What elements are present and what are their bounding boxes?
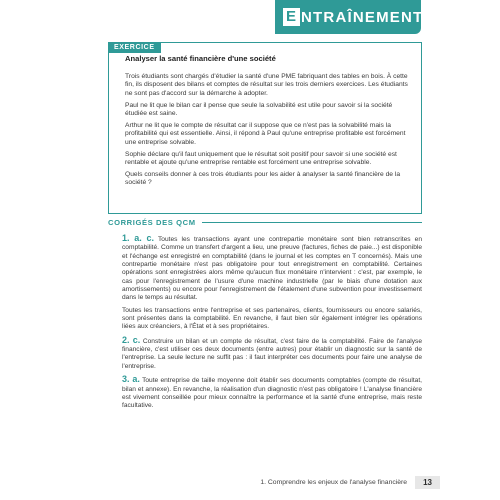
exercise-paragraph: Paul ne lit que le bilan car il pense que seule la solvabilité est utile pour savoir si la société étudiée est saine. xyxy=(125,101,393,118)
qcm-answer-text: Toutes les transactions ayant une contrepartie monétaire sont bien retranscrites en comptabilité. Comme un transfert d'argent a lieu, une preuve (factures, fiches de paie...) est disponible et l'échange est enregistré en comptabilité (dans le journal et les comptes en T concernés). Mais une contrepartie monétaire n'est pas obligatoire pour tout enregistrement en comptabilité. Certaines opérations sont enregistrées alors même qu'aucun flux monétaire n'intervient : c'est, par exemple, le cas pour l'enregistrement de l'usure d'une machine industrielle (par le biais d'une dotation aux amortissements) ou encore pour l'enregistrement de l'étalement d'une subvention pour investissement dans le temps au résultat. xyxy=(122,236,422,302)
qcm-answer-text: Toutes les transactions entre l'entreprise et ses partenaires, clients, fournisseurs ou encore salariés, sont présentes dans la comptabilité. En revanche, il faut bien sûr également intégrer les opérations liées aux créanciers, à l'État et à ses propriétaires. xyxy=(122,306,422,331)
qcm-answer-text: Construire un bilan et un compte de résultat, c'est faire de la comptabilité. Faire de l'analyse financière, c'est utiliser ces deux documents (entre autres) pour établir un diagnostic sur la santé de l'entreprise. La seule lecture ne suffit pas : il faut interpréter ces documents pour faire une analyse de l'entreprise. xyxy=(122,337,422,370)
exercise-title: Analyser la santé financière d'une société xyxy=(125,54,276,63)
qcm-answer xyxy=(122,375,422,410)
qcm-answers xyxy=(122,234,422,415)
qcm-heading-label: CORRIGÉS DES QCM xyxy=(108,218,202,227)
qcm-answer-number: 2. c. xyxy=(122,334,141,345)
section-header-tab xyxy=(275,0,424,34)
qcm-answer xyxy=(122,307,422,332)
exercise-paragraph: Sophie déclare qu'il faut uniquement que le résultat soit positif pour savoir si une société est rentable et ajoute qu'une entreprise rentable est forcément une entreprise solvable. xyxy=(125,150,397,167)
header-first-letter: E xyxy=(283,8,300,26)
exercise-paragraph: Arthur ne lit que le compte de résultat car il suppose que ce n'est pas la solvabilité mais la profitabilité qui est essentielle. Ainsi, il répond à Paul qu'une entreprise profitable est forcément une entreprise solvable. xyxy=(125,122,406,146)
qcm-answer-number: 3. a. xyxy=(122,374,140,385)
exercise-label: EXERCICE xyxy=(108,42,161,53)
header-title-rest: NTRAÎNEMENT xyxy=(301,8,424,26)
exercise-box xyxy=(108,42,422,214)
exercise-paragraph: Trois étudiants sont chargés d'étudier la santé d'une PME fabriquant des tables en bois. À cette fin, ils disposent des bilans et comptes de résultat sur les trois derniers exercices. Les étudiants ne sont pas d'accord sur la démarche à adopter. xyxy=(125,73,408,97)
qcm-answer xyxy=(122,336,422,371)
qcm-answer-number: 1. a. c. xyxy=(122,233,155,243)
qcm-answer xyxy=(122,234,422,303)
exercise-paragraph: Quels conseils donner à ces trois étudiants pour les aider à analyser la santé financière de la société ? xyxy=(125,171,401,187)
qcm-answer-text: Toute entreprise de taille moyenne doit établir ses documents comptables (compte de résultat, bilan et annexe). En revanche, la réalisation d'un diagnostic n'est pas obligatoire ! L'analyse financière est vivement conseillée pour mieux connaître la performance et la santé d'une entreprise, mais reste facultative. xyxy=(122,377,422,410)
exercise-content xyxy=(125,55,411,192)
page-number: 13 xyxy=(415,476,440,489)
footer-chapter-title: 1. Comprendre les enjeux de l'analyse financière xyxy=(260,479,408,486)
qcm-heading xyxy=(108,218,422,228)
page-footer xyxy=(120,476,440,489)
